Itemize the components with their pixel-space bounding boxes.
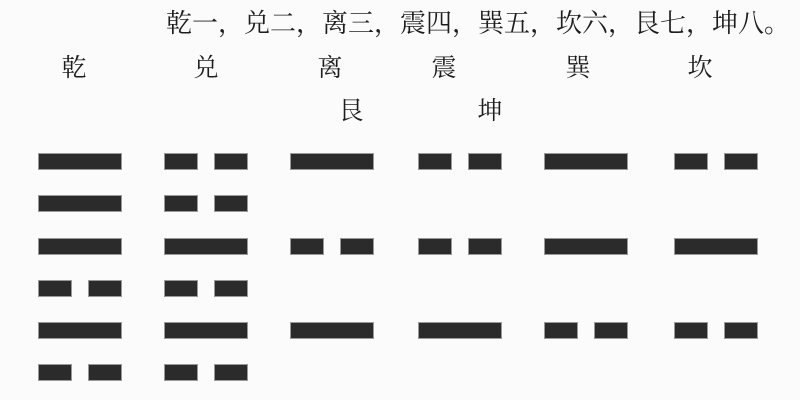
trigram-label-dui: 兑 (193, 54, 219, 82)
yin-line-segment (214, 153, 248, 170)
yang-line-bar (544, 153, 628, 170)
yin-line-segment (418, 153, 452, 170)
trigram-label-kun: 坤 (477, 97, 503, 125)
yin-line-segment (468, 238, 502, 255)
yin-line-segment (88, 364, 122, 381)
yang-line-bar (544, 238, 628, 255)
yin-line-segment (214, 195, 248, 212)
gen-line-3-broken (38, 364, 122, 381)
xun-line-2-solid (544, 238, 628, 255)
yang-line-bar (418, 322, 502, 339)
yang-line-bar (164, 238, 248, 255)
trigram-label-kan: 坎 (687, 54, 713, 82)
qian-line-3-solid (38, 322, 122, 339)
li-line-1-solid (290, 153, 374, 170)
yin-line-segment (418, 238, 452, 255)
yang-line-bar (38, 195, 122, 212)
yang-line-bar (38, 322, 122, 339)
qian-line-1-solid (38, 153, 122, 170)
kan-line-2-solid (674, 238, 758, 255)
trigram-sequence-heading: 乾一，兑二，离三，震四，巽五，坎六，艮七，坤八。 (166, 8, 791, 38)
zhen-line-3-solid (418, 322, 502, 339)
yang-line-bar (38, 238, 122, 255)
yin-line-segment (164, 195, 198, 212)
yang-line-bar (290, 153, 374, 170)
yin-line-segment (340, 238, 374, 255)
dui-line-1-broken (164, 153, 248, 170)
yin-line-segment (214, 364, 248, 381)
yin-line-segment (164, 364, 198, 381)
yin-line-segment (544, 322, 578, 339)
yang-line-bar (164, 322, 248, 339)
yin-line-segment (214, 280, 248, 297)
yin-line-segment (164, 280, 198, 297)
yin-line-segment (724, 322, 758, 339)
trigram-label-zhen: 震 (431, 54, 457, 82)
yin-line-segment (724, 153, 758, 170)
trigram-label-gen: 艮 (338, 97, 364, 125)
yang-line-bar (290, 322, 374, 339)
li-line-2-broken (290, 238, 374, 255)
zhen-line-1-broken (418, 153, 502, 170)
yin-line-segment (468, 153, 502, 170)
yin-line-segment (674, 153, 708, 170)
kun-line-1-broken (164, 195, 248, 212)
xun-line-1-solid (544, 153, 628, 170)
yin-line-segment (38, 280, 72, 297)
dui-line-3-solid (164, 322, 248, 339)
gen-line-2-broken (38, 280, 122, 297)
yang-line-bar (674, 238, 758, 255)
yin-line-segment (38, 364, 72, 381)
yin-line-segment (88, 280, 122, 297)
dui-line-2-solid (164, 238, 248, 255)
yin-line-segment (164, 153, 198, 170)
trigram-label-qian: 乾 (61, 54, 87, 82)
trigram-label-li: 离 (317, 54, 343, 82)
li-line-3-solid (290, 322, 374, 339)
zhen-line-2-broken (418, 238, 502, 255)
yin-line-segment (674, 322, 708, 339)
yang-line-bar (38, 153, 122, 170)
kan-line-1-broken (674, 153, 758, 170)
kan-line-3-broken (674, 322, 758, 339)
qian-line-2-solid (38, 238, 122, 255)
kun-line-2-broken (164, 280, 248, 297)
trigram-label-xun: 巽 (565, 54, 591, 82)
yin-line-segment (594, 322, 628, 339)
yin-line-segment (290, 238, 324, 255)
kun-line-3-broken (164, 364, 248, 381)
gen-line-1-solid (38, 195, 122, 212)
xun-line-3-broken (544, 322, 628, 339)
